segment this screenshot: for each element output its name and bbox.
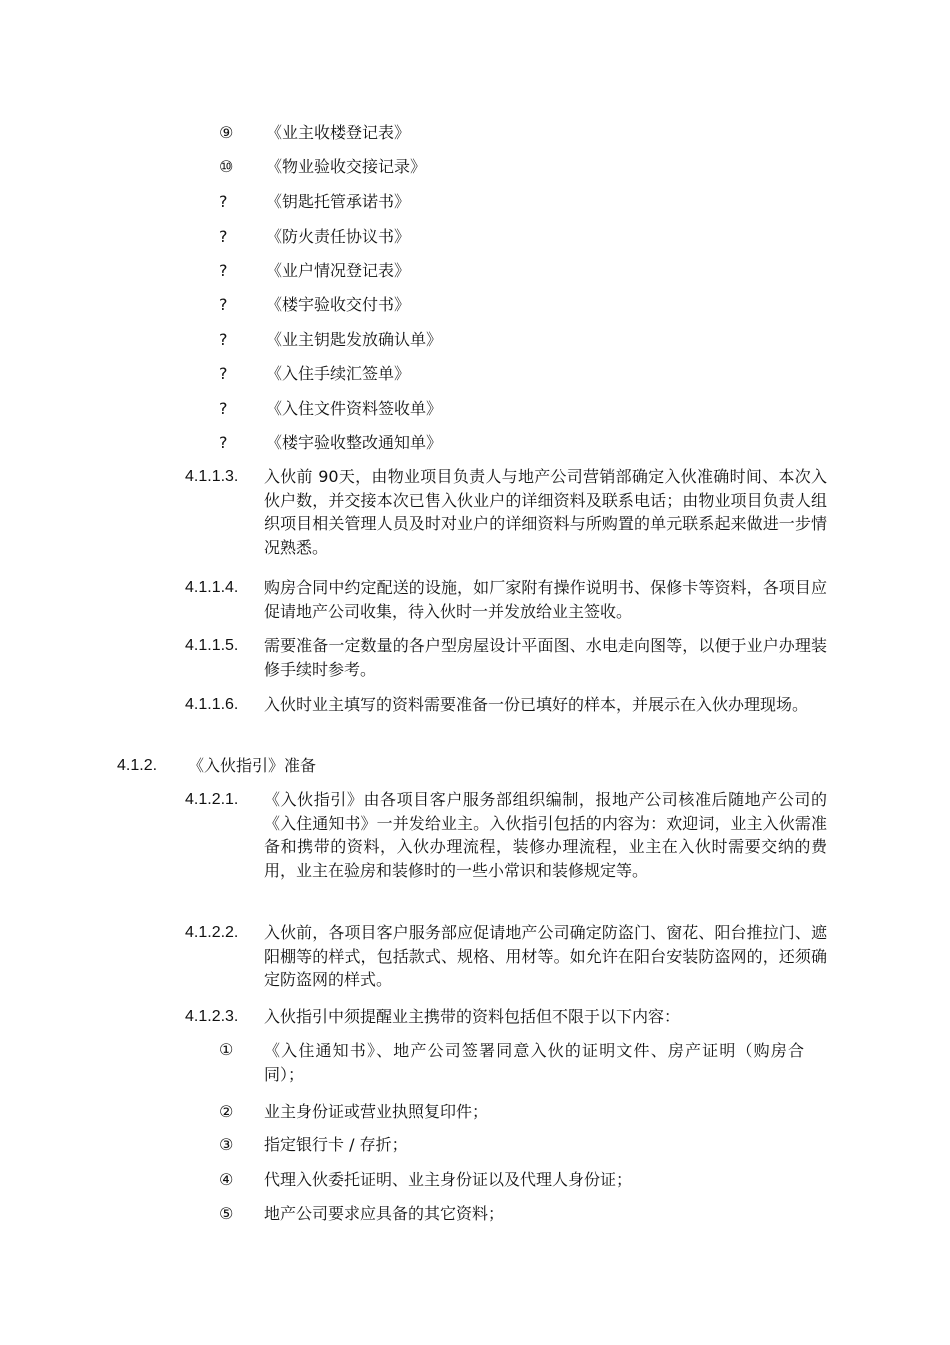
list-marker: ? [219,227,228,246]
list-item-text: 业主身份证或营业执照复印件； [264,1102,489,1121]
list-item-text: 指定银行卡 / 存折； [264,1135,408,1154]
clause-number: 4.1.1.4. [185,579,239,596]
clause-text: 入伙时业主填写的资料需要准备一份已填好的样本，并展示在入伙办理现场。 [264,695,809,714]
clause-text: 入伙前，各项目客户服务部应促请地产公司确定防盗门、窗花、阳台推拉门、遮阳棚等的样式，包括款式、规格、用材等。如允许在阳台安装防盗网的，还须确定防盗网的样式。 [264,923,827,989]
clause-number: 4.1.1.5. [185,637,239,654]
list-item-text: 《物业验收交接记录》 [266,157,427,176]
list-item-text: 地产公司要求应具备的其它资料； [264,1204,505,1223]
clause-number: 4.1.1.3. [185,468,239,485]
section-title: 《入伙指引》准备 [188,756,317,775]
list-marker: ① [219,1042,234,1059]
list-item-text: 《业主收楼登记表》 [266,123,411,142]
numbered-clause [185,788,830,906]
list-marker: ⑤ [219,1204,234,1223]
clause-text: 购房合同中约定配送的设施，如厂家附有操作说明书、保修卡等资料，各项目应促请地产公司收集，待入伙时一并发放给业主签收。 [264,578,827,621]
clause-text: 需要准备一定数量的各户型房屋设计平面图、水电走向图等，以便于业户办理装修手续时参考。 [264,636,827,679]
list-marker: ? [219,295,228,314]
numbered-clause [185,634,830,682]
list-marker: ⑩ [219,157,234,176]
clause-number: 4.1.2.2. [185,924,239,941]
clause-number: 4.1.2.3. [185,1008,239,1025]
list-marker: ? [219,330,228,349]
list-marker: ? [219,399,228,418]
numbered-clause [185,921,830,993]
list-item-text: 代理入伙委托证明、业主身份证以及代理人身份证； [264,1170,633,1189]
list-marker: ? [219,192,228,211]
list-marker: ? [219,261,228,280]
list-item-text: 《入住通知书》、地产公司签署同意入伙的证明文件、房产证明（购房合同）； [264,1041,804,1084]
list-item-text: 《业户情况登记表》 [266,261,411,280]
numbered-clause [185,465,830,560]
numbered-clause [185,693,830,741]
list-item-text: 《入住文件资料签收单》 [266,399,443,418]
list-item-text: 《楼宇验收整改通知单》 [266,433,443,452]
list-marker: ? [219,433,228,452]
list-item-text: 《防火责任协议书》 [266,227,411,246]
list-marker: ④ [219,1170,234,1189]
clause-text: 入伙指引中须提醒业主携带的资料包括但不限于以下内容： [264,1007,681,1026]
clause-number: 4.1.2.1. [185,791,239,808]
list-item-text: 《楼宇验收交付书》 [266,295,411,314]
clause-number: 4.1.1.6. [185,696,239,713]
list-item [219,1039,809,1087]
clause-text: 入伙前 90天，由物业项目负责人与地产公司营销部确定入伙准确时间、本次入伙户数，并交接本次已售入伙业户的详细资料及联系电话；由物业项目负责人组织项目相关管理人员及时对业户的详细资料与所购置的单元联系起来做进一步情况熟悉。 [264,467,827,557]
clause-text: 《入伙指引》由各项目客户服务部组织编制，报地产公司核准后随地产公司的《入住通知书》一并发给业主。入伙指引包括的内容为：欢迎词，业主入伙需准备和携带的资料，入伙办理流程，装修办理流程，业主在入伙时需要交纳的费用，业主在验房和装修时的一些小常识和装修规定等。 [264,790,827,880]
list-marker: ③ [219,1135,234,1154]
numbered-clause [185,576,830,624]
list-item-text: 《业主钥匙发放确认单》 [266,330,443,349]
list-marker: ② [219,1102,234,1121]
list-marker: ⑨ [219,123,234,142]
list-item-text: 《入住手续汇签单》 [266,364,411,383]
section-number: 4.1.2. [117,757,158,774]
list-item-text: 《钥匙托管承诺书》 [266,192,411,211]
numbered-clause [185,1005,830,1030]
list-marker: ? [219,364,228,383]
